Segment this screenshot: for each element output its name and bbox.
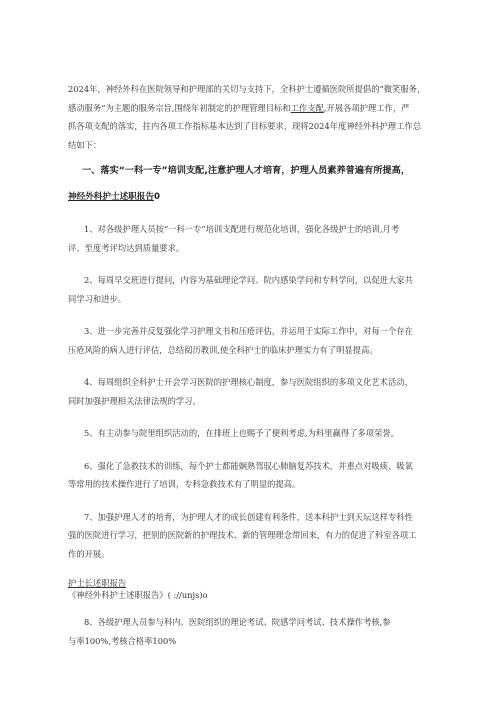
list-item-1 — [68, 220, 432, 257]
list-item-2-line-2: 同学习和进步。 — [68, 293, 127, 304]
section-heading: 一、落实“一科一专”培训支配,注意护理人才培育，护理人员素养普遍有所提高， — [82, 165, 410, 176]
report-title-link[interactable] — [68, 190, 432, 204]
list-item-2 — [68, 271, 432, 308]
report-title-suffix: 0 — [153, 192, 160, 202]
list-item-3-line-1: 3、进一步完善并反复强化学习护理文书和压疮评估，并运用于实际工作中，对每一个存在 — [84, 326, 413, 336]
list-item-7-line-2: 强的医院进行学习，把别的医院新的护理技术、新的管理理念带回来，有力的促进了科室各项工 — [68, 530, 417, 540]
intro-line-4: 结如下： — [68, 139, 102, 150]
list-item-3 — [68, 322, 432, 359]
list-item-5 — [68, 424, 432, 443]
list-item-3-line-2: 压疮风险的病人进行评估，总结阅历教训,使全科护士的临床护理实力有了明显提高。 — [68, 344, 378, 355]
list-item-6 — [68, 457, 432, 494]
report-title-text[interactable]: 神经外科护士述职报告 — [68, 192, 154, 202]
list-item-6-line-1: 6、强化了急救技术的训练，每个护士都能娴熟驾驭心肺脑复苏技术，并重点对吸痰、吸氧 — [84, 460, 413, 471]
list-item-8 — [68, 613, 432, 650]
list-item-1-line-2: 评、至度考评均达到质量要求。 — [68, 242, 185, 253]
list-item-1-line-1: 1、对各级护理人员按“一科一专”培训支配进行规范化培训，强化各级护士的培训,月考 — [84, 224, 400, 234]
list-item-5-line-1: 5、有主动参与院里组织活动的，在排班上也赐予了便利考虑,为科里赢得了多项荣誉。 — [84, 428, 399, 438]
list-item-4-line-2: 同时加强护理相关法律法规的学习。 — [68, 395, 201, 406]
reference-citation: 《神经外科护士述职报告》( ://unjs)o — [68, 590, 208, 600]
list-item-7 — [68, 508, 432, 564]
list-item-7-line-1: 7、加强护理人才的培育，为护理人才的成长创建有利条件，送本科护士到天坛这样专科性 — [84, 511, 413, 522]
intro-line-2-tail: ,开展各项护理工作，严 — [323, 102, 410, 113]
intro-line-2 — [68, 99, 432, 118]
list-item-4-line-1: 4、每周组织全科护士开会学习医院的护理核心制度，参与医院组织的多项文化艺术活动， — [84, 377, 413, 387]
intro-line-1: 2024年，神经外科在医院领导和护理部的关切与支持下，全科护士遵循医院所提倡的“微笑服务， — [68, 84, 426, 94]
reference-link-head-nurse[interactable]: 护士长述职报告 — [68, 578, 127, 588]
list-item-8-line-1: 8、各级护理人员参与科内、医院组织的理论考试、院感学问考试、技术操作考核,参 — [84, 617, 391, 627]
list-item-4 — [68, 373, 432, 410]
reference-block — [68, 577, 432, 601]
intro-line-2-text: 感动服务”为主题的服务宗旨,围绕年初制定的护理管理目标和 — [68, 102, 291, 113]
list-item-6-line-2: 等常用的技术操作进行了培训，专科急救技术有了明显的提高。 — [68, 479, 301, 489]
work-arrangement-link[interactable]: 工作支配 — [290, 102, 324, 113]
intro-line-3: 抓各项支配的落实，拄内各项工作指标基本达到了目标要求，现将2024年度神经外科护理工作总 — [68, 121, 421, 131]
list-item-7-line-3: 作的开展。 — [68, 548, 110, 559]
intro-paragraph — [68, 80, 432, 154]
list-item-8-line-2: 与率100%,考核合格率100% — [68, 635, 177, 646]
list-item-2-line-1: 2、每周早交班进行提问，内容为基础理论学问、院内感染学问和专科学问，以促进大家共 — [84, 275, 413, 285]
